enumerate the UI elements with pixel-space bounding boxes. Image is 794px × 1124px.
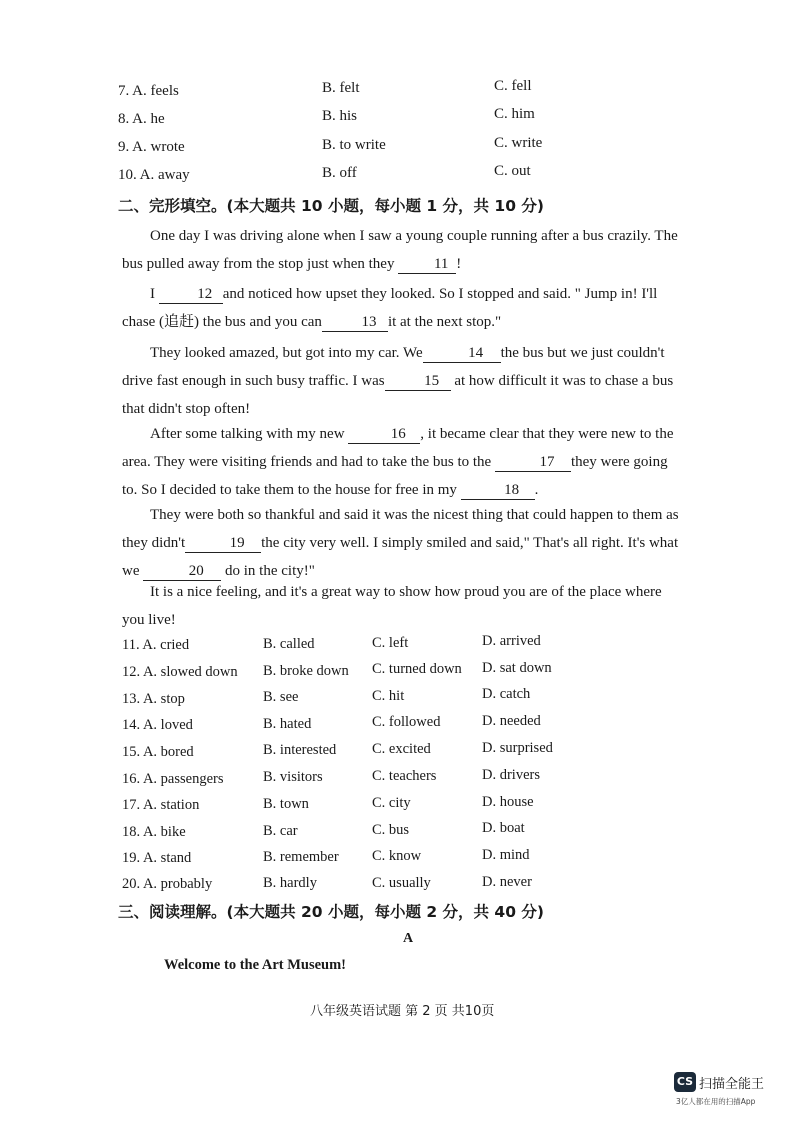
option-row-16-d: D. drivers <box>482 767 540 783</box>
option-row-13-a: 13. A. stop <box>122 691 185 707</box>
option-row-17-b: B. town <box>263 796 309 812</box>
watermark-tagline: 3亿人都在用的扫描App <box>676 1097 756 1106</box>
paragraph-text: they were going to. So I decided to take them to the house for free in my <box>122 454 668 498</box>
option-row-12-d: D. sat down <box>482 660 552 676</box>
blank-19: 19 <box>185 535 261 553</box>
blank-16: 16 <box>348 426 420 444</box>
option-row-13-c: C. hit <box>372 688 405 704</box>
option-row-13-d: D. catch <box>482 686 531 702</box>
blank-11: 11 <box>398 256 456 274</box>
option-row-14-c: C. followed <box>372 714 441 730</box>
paragraph-text: it at the next stop." <box>387 314 502 330</box>
paragraph-text: at how difficult it was to chase a bus that didn't stop often! <box>122 373 674 417</box>
option-row-11-d: D. arrived <box>482 633 541 649</box>
q7-option-c: C. fell <box>494 78 532 94</box>
passage-paragraph-5 <box>122 501 682 585</box>
option-row-19-b: B. remember <box>263 849 339 865</box>
option-row-15-d: D. surprised <box>482 740 553 756</box>
paragraph-text: They were both so thankful and said it was the nicest thing that could happen to them as they didn't <box>122 507 679 551</box>
q8-option-b: B. his <box>322 108 358 124</box>
q10-option-a: 10. A. away <box>118 167 190 183</box>
option-row-14-b: B. hated <box>263 716 312 732</box>
q9-option-a: 9. A. wrote <box>118 139 185 155</box>
page-footer: 八年级英语试题 第 2 页 共10页 <box>310 1004 495 1019</box>
option-row-19-a: 19. A. stand <box>122 850 192 866</box>
option-row-11-a: 11. A. cried <box>122 637 190 653</box>
blank-17: 17 <box>495 454 571 472</box>
section-3-title: 三、阅读理解。(本大题共 20 小题，每小题 2 分，共 40 分) <box>118 903 544 921</box>
option-row-12-a: 12. A. slowed down <box>122 664 238 680</box>
paragraph-text: , it became clear that they were new to the area. They were visiting friends and had to take the bus to the <box>122 426 674 470</box>
paragraph-text: and noticed how upset they looked. So I stopped and said. " Jump in! I'll chase (追赶) the bus and you can <box>122 286 658 330</box>
option-row-17-d: D. house <box>482 794 534 810</box>
paragraph-text: do in the city!" <box>225 563 315 579</box>
camscanner-logo: CS <box>674 1072 696 1092</box>
blank-14: 14 <box>423 345 501 363</box>
paragraph-text: After some talking with my new <box>150 426 345 442</box>
q7-option-b: B. felt <box>322 80 360 96</box>
blank-18: 18 <box>461 482 535 500</box>
q9-option-c: C. write <box>494 135 543 151</box>
q10-option-b: B. off <box>322 165 357 181</box>
option-row-20-d: D. never <box>482 874 532 890</box>
blank-12: 12 <box>159 286 223 304</box>
section-2-title: 二、完形填空。(本大题共 10 小题，每小题 1 分，共 10 分) <box>118 197 544 215</box>
paragraph-text: the city very well. I simply smiled and said," That's all right. It's what we <box>122 535 679 579</box>
option-row-20-a: 20. A. probably <box>122 876 213 892</box>
blank-20: 20 <box>143 563 221 581</box>
part-label: A <box>403 931 414 946</box>
paragraph-text: They looked amazed, but got into my car. We <box>150 345 423 361</box>
blank-13: 13 <box>322 314 388 332</box>
passage-paragraph-6: It is a nice feeling, and it's a great way to show how proud you are of the place where you live! <box>122 584 662 628</box>
passage-paragraph-1 <box>122 222 682 278</box>
option-row-20-c: C. usually <box>372 875 431 891</box>
passage-paragraph-2 <box>122 280 682 336</box>
option-row-16-c: C. teachers <box>372 768 437 784</box>
q8-option-a: 8. A. he <box>118 111 165 127</box>
option-row-18-c: C. bus <box>372 822 410 838</box>
option-row-12-b: B. broke down <box>263 663 349 679</box>
option-row-16-b: B. visitors <box>263 769 323 785</box>
paragraph-text: ! <box>456 256 462 272</box>
q10-option-c: C. out <box>494 163 531 179</box>
option-row-18-a: 18. A. bike <box>122 824 186 840</box>
watermark-name: 扫描全能王 <box>699 1077 765 1092</box>
option-row-17-a: 17. A. station <box>122 797 200 813</box>
passage-paragraph-4 <box>122 420 682 504</box>
q7-option-a: 7. A. feels <box>118 83 179 99</box>
option-row-14-a: 14. A. loved <box>122 717 193 733</box>
option-row-12-c: C. turned down <box>372 661 462 677</box>
reading-heading: Welcome to the Art Museum! <box>164 957 347 973</box>
paragraph-text: the bus but we just couldn't drive fast enough in such busy traffic. I was <box>122 345 665 389</box>
option-row-11-c: C. left <box>372 635 409 651</box>
option-row-20-b: B. hardly <box>263 875 317 891</box>
option-row-19-c: C. know <box>372 848 422 864</box>
option-row-14-d: D. needed <box>482 713 541 729</box>
blank-15: 15 <box>385 373 451 391</box>
option-row-13-b: B. see <box>263 689 299 705</box>
q8-option-c: C. him <box>494 106 535 122</box>
option-row-18-d: D. boat <box>482 820 525 836</box>
q9-option-b: B. to write <box>322 137 386 153</box>
option-row-16-a: 16. A. passengers <box>122 771 224 787</box>
paragraph-text: I <box>150 286 155 302</box>
paragraph-text: . <box>534 482 539 498</box>
passage-paragraph-3 <box>122 339 682 423</box>
option-row-19-d: D. mind <box>482 847 530 863</box>
option-row-15-a: 15. A. bored <box>122 744 194 760</box>
option-row-15-b: B. interested <box>263 742 337 758</box>
option-row-17-c: C. city <box>372 795 411 811</box>
option-row-18-b: B. car <box>263 823 298 839</box>
option-row-11-b: B. called <box>263 636 315 652</box>
option-row-15-c: C. excited <box>372 741 431 757</box>
paragraph-text: One day I was driving alone when I saw a young couple running after a bus crazily. The bus pulled away from the stop just when they <box>122 228 678 272</box>
